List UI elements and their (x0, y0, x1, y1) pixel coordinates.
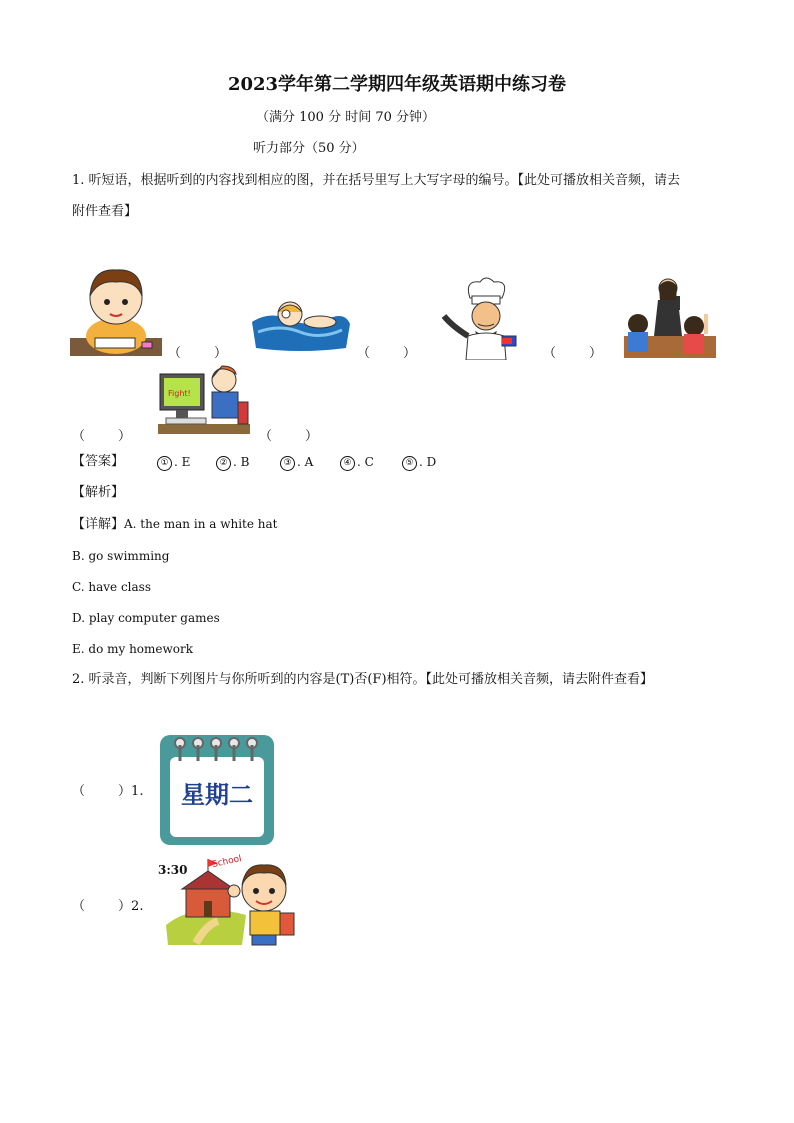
detail-label: 【详解】 (72, 517, 125, 532)
answer-value: . B (233, 455, 250, 469)
answer-number: ③ (280, 456, 295, 471)
option-b: B. go swimming (72, 549, 170, 563)
picture-calendar-tuesday (158, 731, 276, 847)
picture-boy-doing-homework (70, 258, 165, 358)
score-time-info: （满分 100 分 时间 70 分钟） (256, 110, 436, 125)
answer-item-2 (216, 453, 249, 471)
answer-item-3 (280, 453, 313, 471)
page-title: 2023学年第二学期四年级英语期中练习卷 (227, 74, 567, 95)
answer-item-5 (402, 453, 436, 471)
answer-blank-2[interactable]: （ ） (357, 346, 417, 361)
answer-value: . D (419, 455, 437, 469)
q2-item-2-blank[interactable]: （ ）2. (72, 899, 144, 914)
picture-man-in-white-hat (440, 276, 532, 360)
detail-line (72, 515, 277, 534)
option-e: E. do my homework (72, 642, 194, 656)
answer-number: ② (216, 456, 231, 471)
answer-blank-1[interactable]: （ ） (168, 346, 228, 361)
option-c: C. have class (72, 580, 151, 594)
q2-instruction: 2. 听录音，判断下列图片与你所听到的内容是(T)否(F)相符。【此处可播放相关音频，请去附件查看】 (72, 672, 654, 687)
answer-blank-4[interactable]: （ ） (72, 429, 132, 444)
answer-item-1 (157, 453, 190, 471)
answer-blank-5[interactable]: （ ） (259, 429, 319, 444)
answer-value: . E (174, 455, 191, 469)
picture-boy-going-to-school (156, 855, 302, 953)
q2-item-1-blank[interactable]: （ ）1. (72, 784, 144, 799)
answer-item-4 (340, 453, 374, 471)
answer-number: ④ (340, 456, 355, 471)
section-heading: 听力部分（50 分） (253, 141, 365, 156)
picture-boy-swimming (250, 292, 352, 354)
clock-time-label: 3:30 (158, 863, 188, 877)
answer-label: 【答案】 (72, 454, 125, 469)
answer-blank-3[interactable]: （ ） (543, 346, 603, 361)
school-sign-label: School (211, 854, 243, 870)
analysis-label: 【解析】 (72, 485, 125, 500)
calendar-day-label: 星期二 (181, 781, 253, 809)
answer-number: ⑤ (402, 456, 417, 471)
q1-instruction-line1: 1. 听短语，根据听到的内容找到相应的图，并在括号里写上大写字母的编号。【此处可播放相关音频，请去 (72, 173, 681, 188)
picture-boy-playing-computer (156, 362, 252, 438)
q1-instruction-line2: 附件查看】 (72, 204, 138, 219)
picture-teacher-having-class (624, 276, 716, 358)
answer-value: . A (297, 455, 314, 469)
answer-number: ① (157, 456, 172, 471)
svg-text:Fight!: Fight! (168, 389, 191, 398)
option-d: D. play computer games (72, 611, 220, 625)
answer-value: . C (357, 455, 374, 469)
option-a: A. the man in a white hat (124, 517, 278, 531)
